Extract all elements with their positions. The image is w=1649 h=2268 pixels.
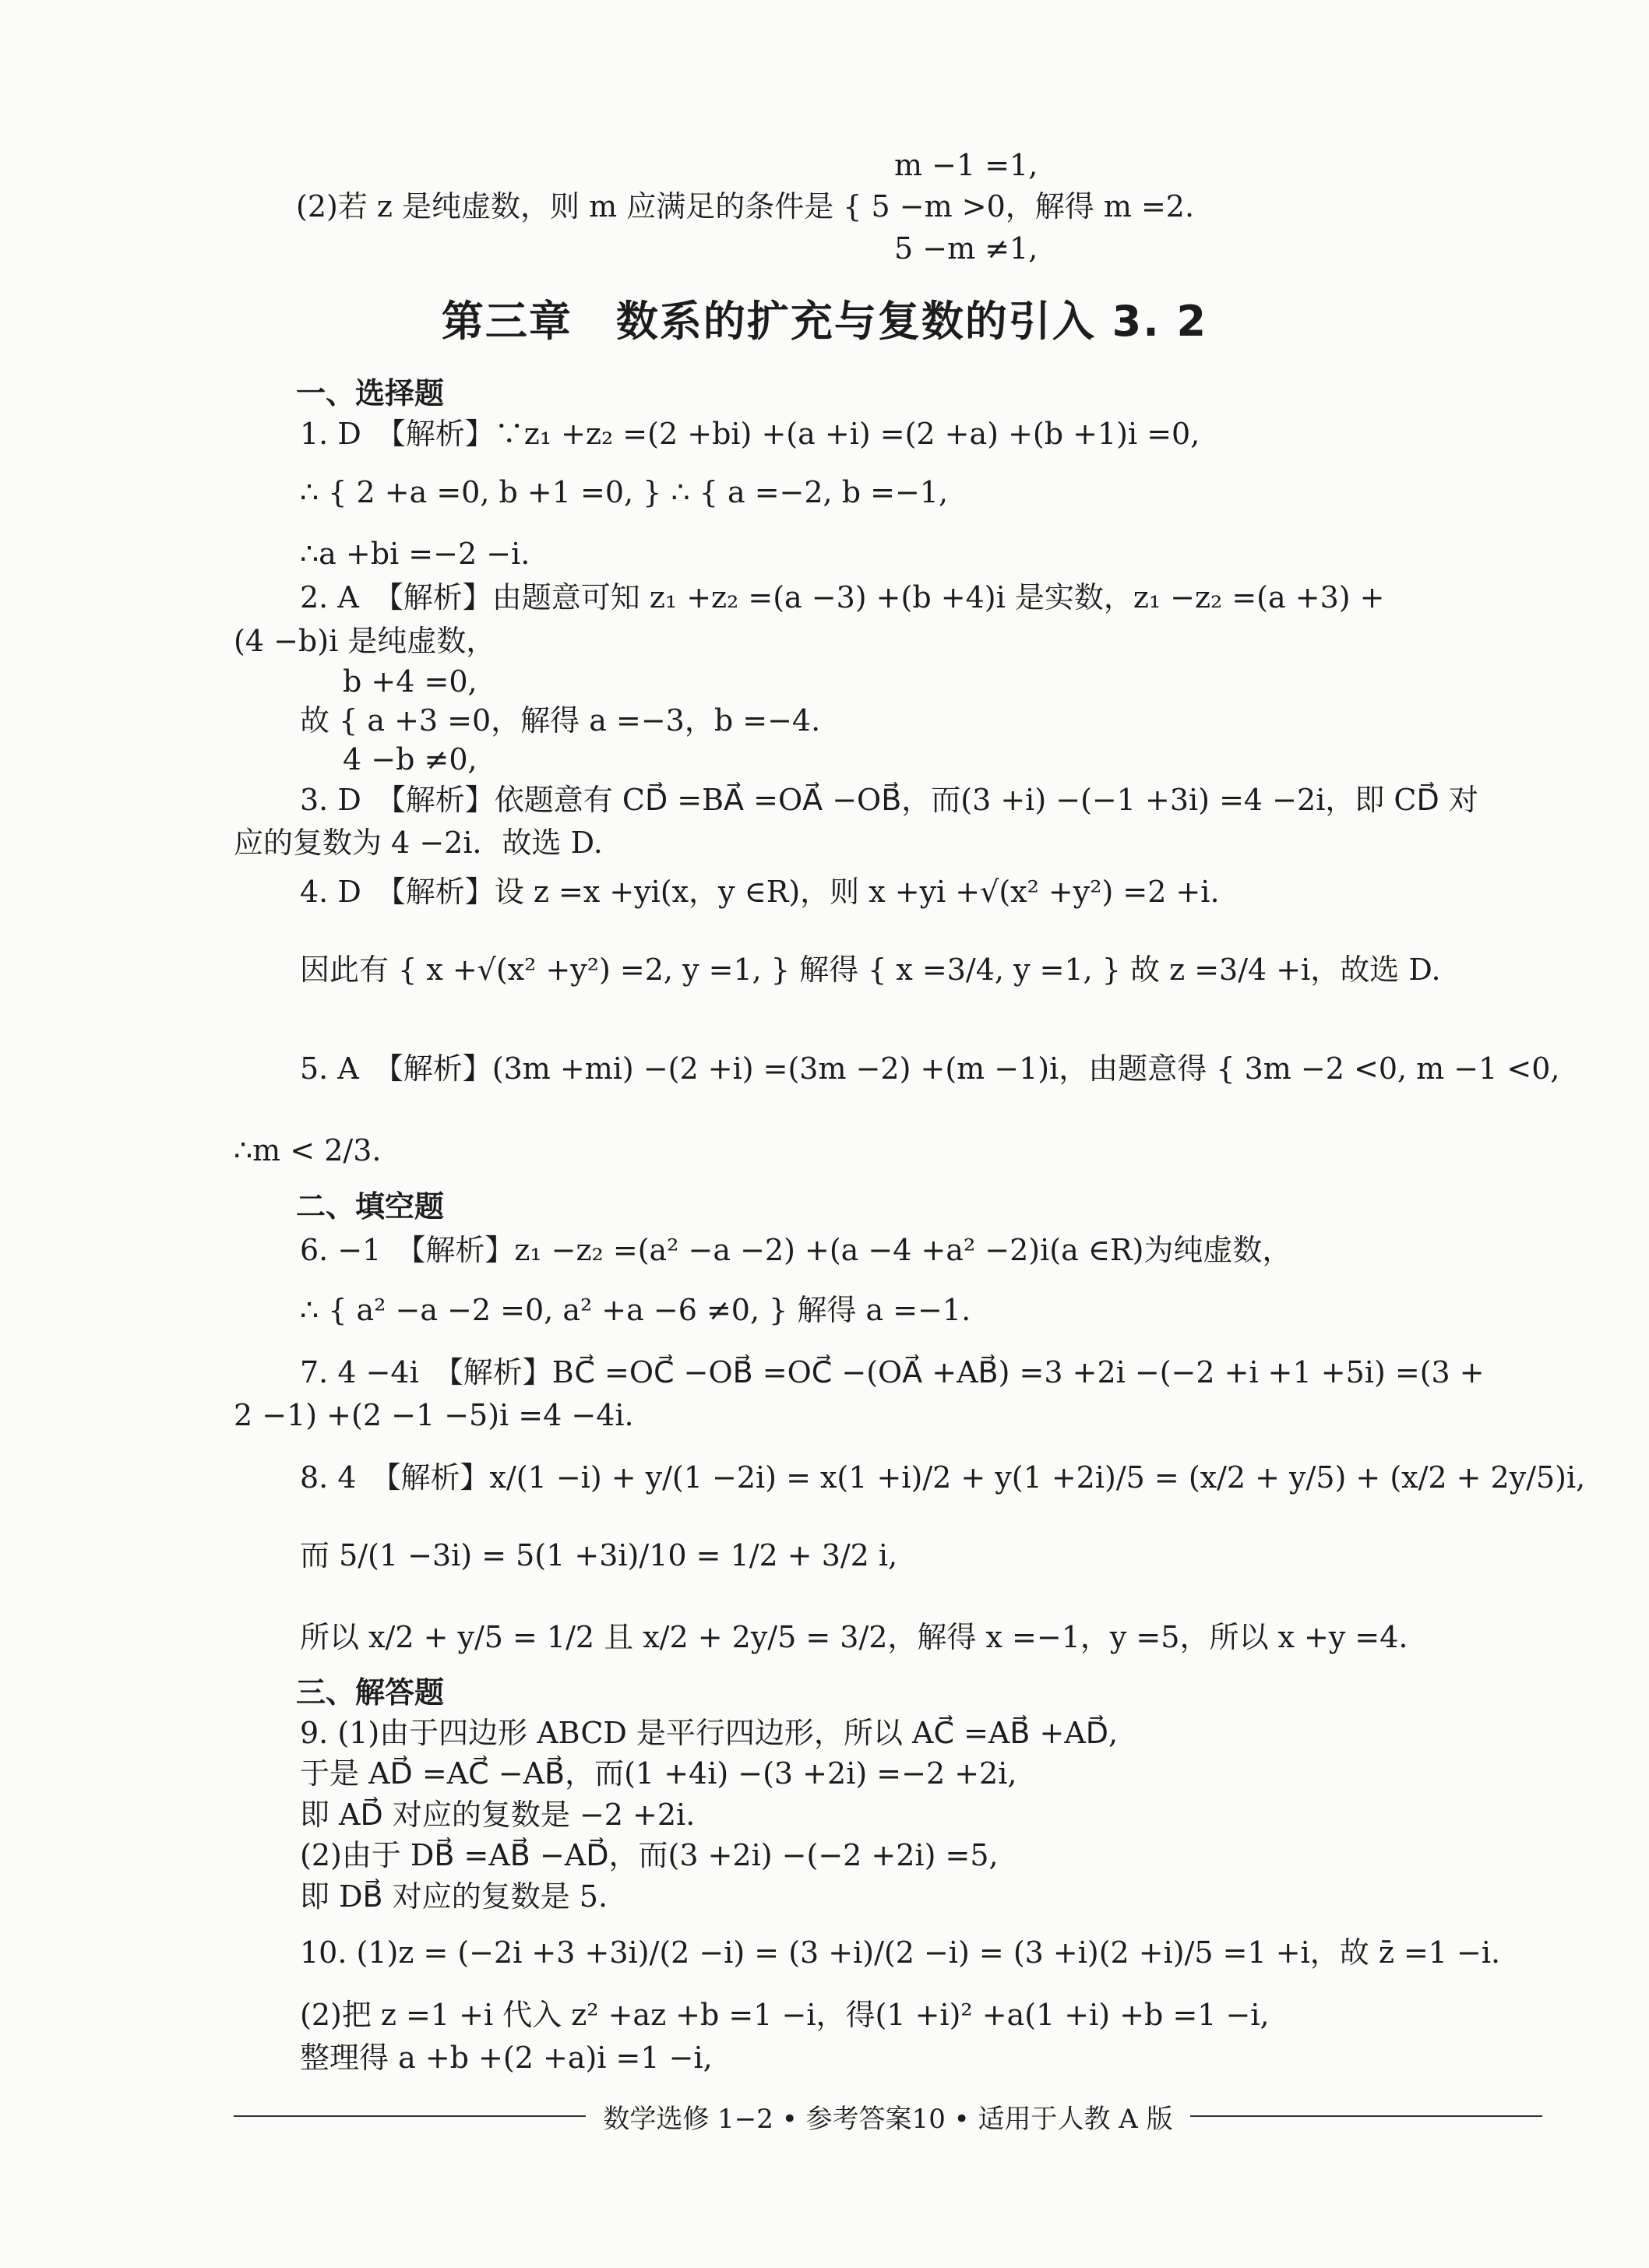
condition-line-2: (2)若 z 是纯虚数，则 m 应满足的条件是 { 5 −m >0，解得 m =2.	[296, 189, 1195, 224]
answer-line: 于是 AD⃗ =AC⃗ −AB⃗，而(1 +4i) −(3 +2i) =−2 +2i,	[300, 1756, 1017, 1791]
answer-line: 4. D 【解析】设 z =x +yi(x，y ∈R)，则 x +yi +√(x² +y²) =2 +i.	[300, 875, 1220, 909]
section-heading-choice: 一、选择题	[296, 376, 445, 410]
answer-line: 而 5/(1 −3i) = 5(1 +3i)/10 = 1/2 + 3/2 i,	[300, 1538, 898, 1572]
answer-line: 2 −1) +(2 −1 −5)i =4 −4i.	[234, 1398, 634, 1432]
answer-line: 1. D 【解析】∵z₁ +z₂ =(2 +bi) +(a +i) =(2 +a) +(b +1)i =0,	[300, 417, 1200, 451]
answer-line: 整理得 a +b +(2 +a)i =1 −i,	[300, 2041, 713, 2075]
answer-line: 即 AD⃗ 对应的复数是 −2 +2i.	[300, 1798, 696, 1832]
footer-text: 数学选修 1−2 • 参考答案10 • 适用于人教 A 版	[603, 2103, 1173, 2135]
answer-line: 故 { a +3 =0，解得 a =−3，b =−4.	[300, 703, 821, 738]
footer-rule-left	[234, 2115, 586, 2117]
condition-line-3: 5 −m ≠1,	[894, 231, 1038, 266]
answer-line: 7. 4 −4i 【解析】BC⃗ =OC⃗ −OB⃗ =OC⃗ −(OA⃗ +AB⃗) =3 +2i −(−2 +i +1 +5i) =(3 +	[300, 1355, 1485, 1389]
chapter-title: 第三章 数系的扩充与复数的引入 3. 2	[441, 297, 1208, 346]
answer-line: 3. D 【解析】依题意有 CD⃗ =BA⃗ =OA⃗ −OB⃗，而(3 +i) −(−1 +3i) =4 −2i，即 CD⃗ 对	[300, 783, 1478, 817]
answer-line: 所以 x/2 + y/5 = 1/2 且 x/2 + 2y/5 = 3/2，解得 x =−1，y =5，所以 x +y =4.	[300, 1620, 1408, 1654]
answer-line: 8. 4 【解析】x/(1 −i) + y/(1 −2i) = x(1 +i)/2 + y(1 +2i)/5 = (x/2 + y/5) + (x/2 + 2y/5)i,	[300, 1460, 1586, 1495]
answer-line: (4 −b)i 是纯虚数，	[234, 624, 496, 658]
answer-line: 9. (1)由于四边形 ABCD 是平行四边形，所以 AC⃗ =AB⃗ +AD⃗,	[300, 1716, 1119, 1750]
answer-line: ∴ { 2 +a =0, b +1 =0, } ∴ { a =−2, b =−1,	[300, 475, 949, 509]
condition-line-1: m −1 =1,	[894, 148, 1038, 182]
answer-line: b +4 =0,	[343, 664, 477, 699]
answer-line: (2)把 z =1 +i 代入 z² +az +b =1 −i，得(1 +i)² +a(1 +i) +b =1 −i,	[300, 1998, 1270, 2032]
answer-line: 10. (1)z = (−2i +3 +3i)/(2 −i) = (3 +i)/(2 −i) = (3 +i)(2 +i)/5 =1 +i，故 z̄ =1 −i.	[300, 1935, 1501, 1970]
answer-line: (2)由于 DB⃗ =AB⃗ −AD⃗，而(3 +2i) −(−2 +2i) =5,	[300, 1838, 999, 1872]
answer-line: 4 −b ≠0,	[343, 742, 477, 777]
section-heading-solve: 三、解答题	[296, 1675, 445, 1710]
answer-line: 2. A 【解析】由题意可知 z₁ +z₂ =(a −3) +(b +4)i 是实数，z₁ −z₂ =(a +3) +	[300, 580, 1385, 615]
page-footer	[234, 2095, 1542, 2137]
answer-line: 应的复数为 4 −2i．故选 D.	[234, 826, 603, 860]
answer-line: 因此有 { x +√(x² +y²) =2, y =1, } 解得 { x =3/4, y =1, } 故 z =3/4 +i，故选 D.	[300, 953, 1441, 987]
section-heading-fill: 二、填空题	[296, 1189, 445, 1224]
answer-line: ∴m < 2/3.	[234, 1133, 382, 1167]
answer-line: 即 DB⃗ 对应的复数是 5.	[300, 1879, 608, 1914]
answer-line: 5. A 【解析】(3m +mi) −(2 +i) =(3m −2) +(m −1)i，由题意得 { 3m −2 <0, m −1 <0,	[300, 1051, 1560, 1086]
footer-rule-right	[1190, 2115, 1542, 2117]
answer-line: ∴a +bi =−2 −i.	[300, 537, 530, 571]
answer-line: 6. −1 【解析】z₁ −z₂ =(a² −a −2) +(a −4 +a² −2)i(a ∈R)为纯虚数，	[300, 1233, 1292, 1267]
answer-line: ∴ { a² −a −2 =0, a² +a −6 ≠0, } 解得 a =−1.	[300, 1293, 971, 1327]
